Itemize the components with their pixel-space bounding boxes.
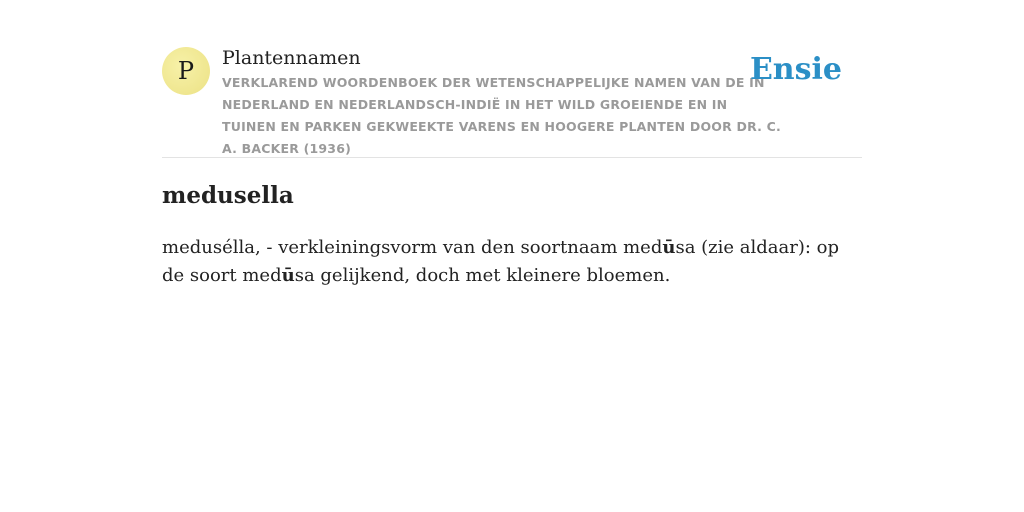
dictionary-avatar[interactable]: P xyxy=(162,47,210,95)
dictionary-title-link[interactable]: Plantennamen xyxy=(222,47,361,69)
definition-text: sa (zie aldaar): op de soort med xyxy=(162,237,840,286)
dictionary-subtitle: VERKLAREND WOORDENBOEK DER WETENSCHAPPELIJKE NAMEN VAN DE IN NEDERLAND EN NEDERLANDSCH-INDIË IN HET WILD GROEIENDE EN IN TUINEN EN PARKEN GEKWEEKTE VARENS EN HOOGERE PLANTEN DOOR DR. C. A. BACKER (1936) xyxy=(222,75,781,156)
definition-text: sa gelijkend, doch met kleinere bloemen. xyxy=(294,265,671,286)
entry-title: medusella xyxy=(162,182,294,209)
dictionary-header xyxy=(162,44,862,158)
definition-emphasis: ū xyxy=(281,265,295,286)
entry-definition xyxy=(162,234,862,290)
ensie-logo-link[interactable]: Ensie xyxy=(749,52,842,87)
dictionary-titles xyxy=(222,44,782,160)
definition-text: medusélla, - verkleiningsvorm van den soortnaam med xyxy=(162,237,663,258)
definition-emphasis: ū xyxy=(662,237,676,258)
